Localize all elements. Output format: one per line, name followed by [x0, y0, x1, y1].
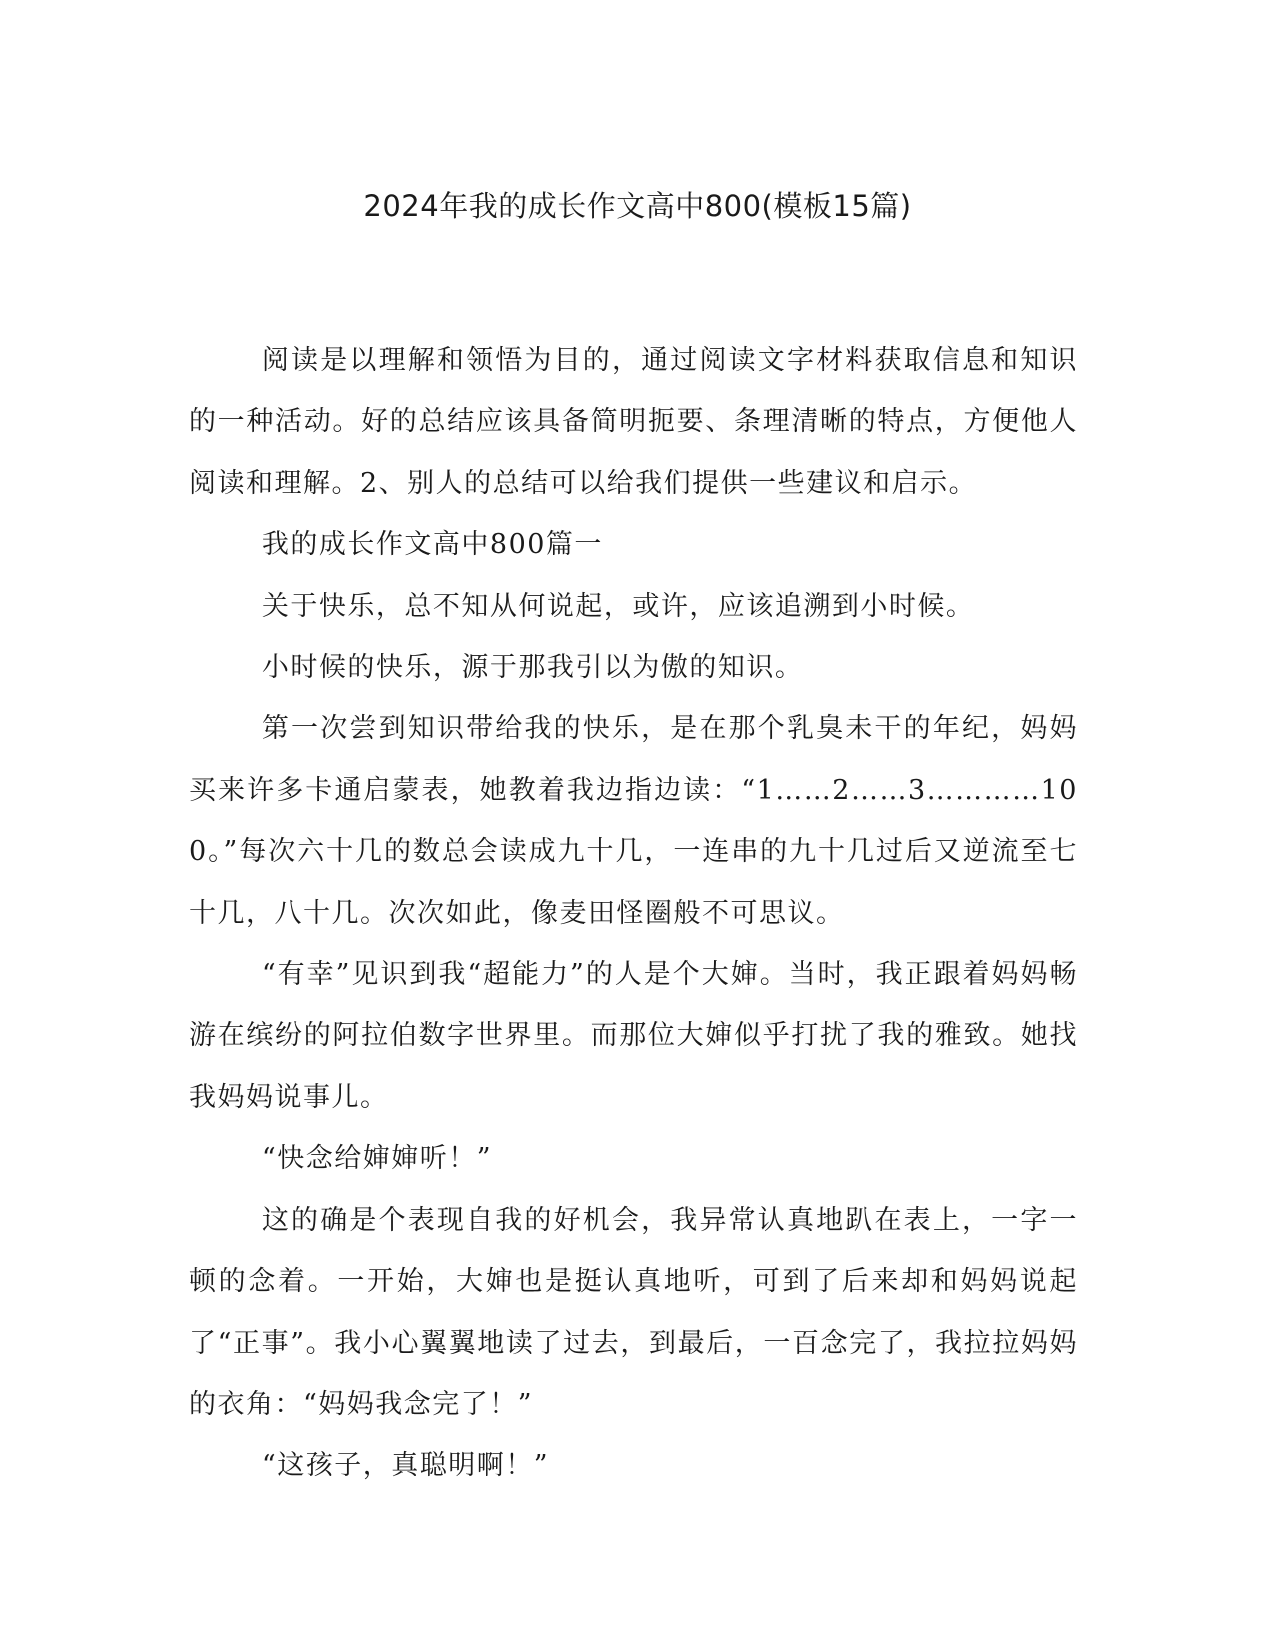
- paragraph: “有幸”见识到我“超能力”的人是个大婶。当时，我正跟着妈妈畅游在缤纷的阿拉伯数字世界里。而那位大婶似乎打扰了我的雅致。她找我妈妈说事儿。: [189, 959, 1078, 1113]
- paragraph-intro: 阅读是以理解和领悟为目的，通过阅读文字材料获取信息和知识的一种活动。好的总结应该具备简明扼要、条理清晰的特点，方便他人阅读和理解。2、别人的总结可以给我们提供一些建议和启示。: [189, 345, 1078, 499]
- document-body: [189, 330, 1078, 1497]
- paragraph: 小时候的快乐，源于那我引以为傲的知识。: [261, 652, 804, 684]
- paragraph: 第一次尝到知识带给我的快乐，是在那个乳臭未干的年纪，妈妈买来许多卡通启蒙表，她教着我边指边读：“1……2……3…………100。”每次六十几的数总会读成九十几，一连串的九十几过后又逆流至七十几，八十几。次次如此，像麦田怪圈般不可思议。: [189, 713, 1078, 929]
- document-title: 2024年我的成长作文高中800(模板15篇): [363, 189, 912, 223]
- section-heading: 我的成长作文高中800篇一: [261, 529, 603, 561]
- paragraph: 关于快乐，总不知从何说起，或许，应该追溯到小时候。: [261, 590, 975, 622]
- paragraph: 这的确是个表现自我的好机会，我异常认真地趴在表上，一字一顿的念着。一开始，大婶也是挺认真地听，可到了后来却和妈妈说起了“正事”。我小心翼翼地读了过去，到最后，一百念完了，我拉拉妈妈的衣角：“妈妈我念完了！”: [189, 1204, 1078, 1420]
- paragraph-dialogue: “快念给婶婶听！”: [261, 1143, 492, 1175]
- paragraph-dialogue: “这孩子，真聪明啊！”: [261, 1450, 549, 1482]
